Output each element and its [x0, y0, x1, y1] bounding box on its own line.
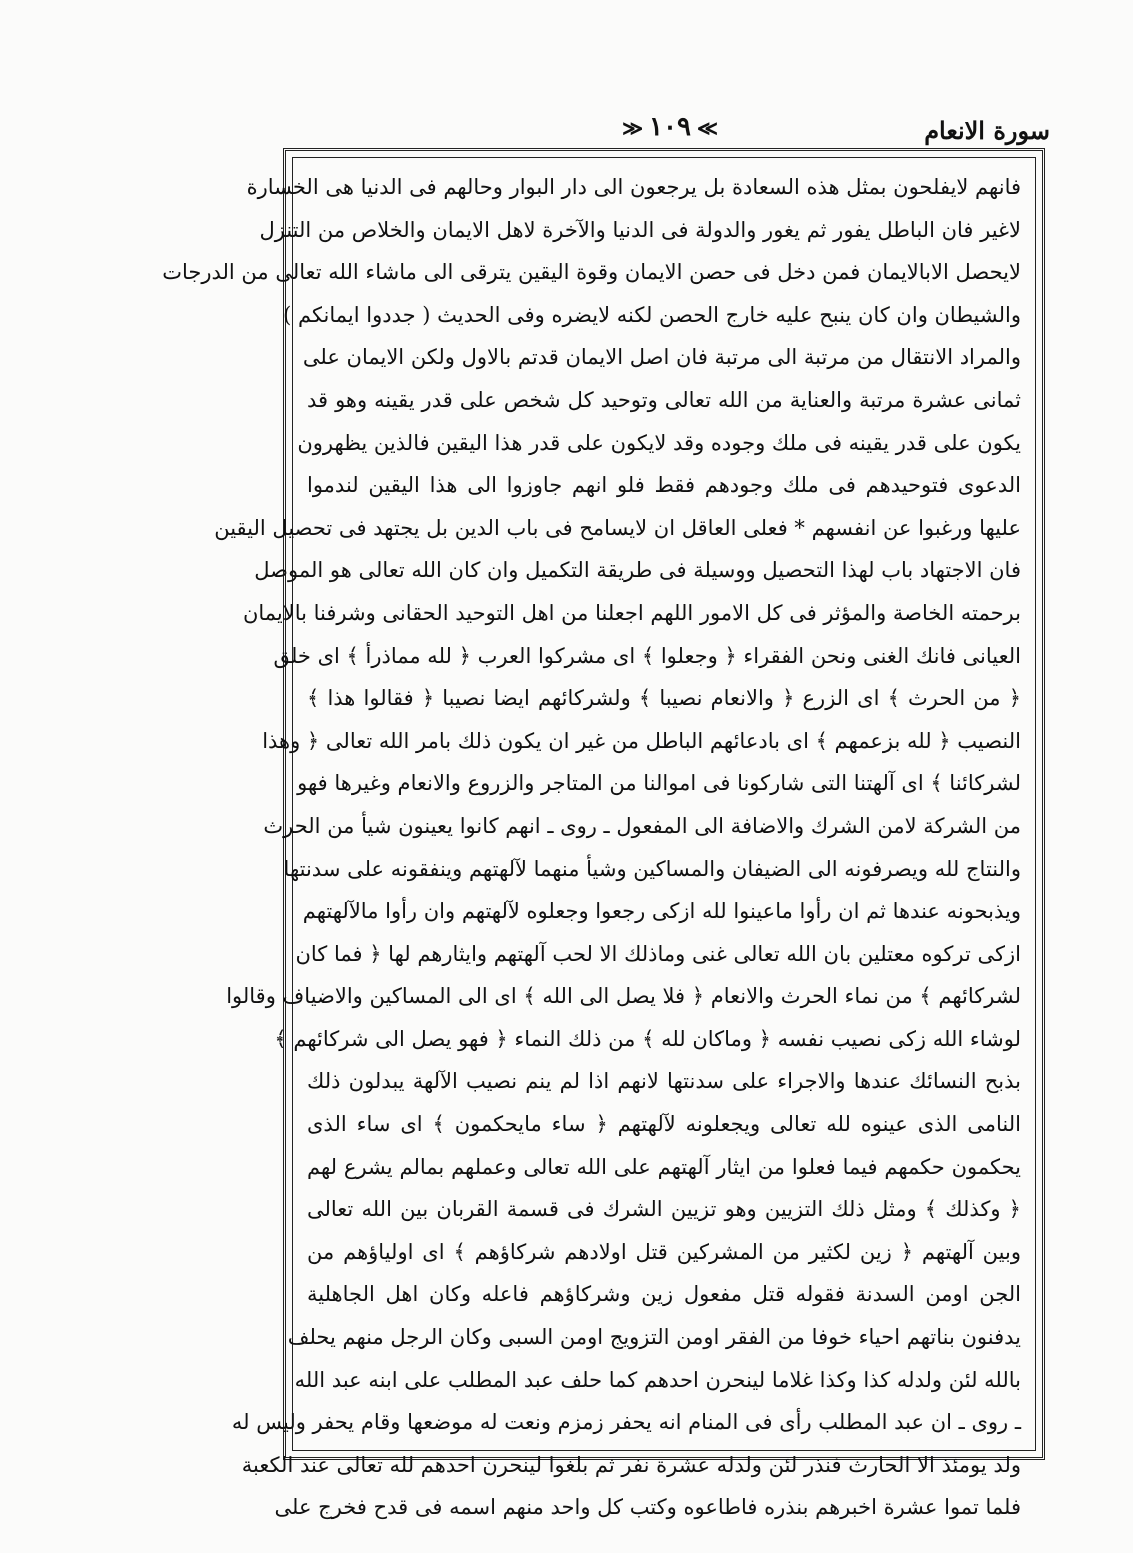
text-line: عليها ورغبوا عن انفسهم * فعلى العاقل ان لايسامح فى باب الدين بل يجتهد فى تحصيل اليقين — [214, 515, 1021, 540]
text-line: بذبح النسائك عندها والاجراء على سدنتها لانهم اذا لم ينم نصيب الآلهة يبدلون ذلك — [307, 1069, 1021, 1094]
text-line: العيانى فانك الغنى ونحن الفقراء ﴿ وجعلوا ﴾ اى مشركوا العرب ﴿ لله مماذرأ ﴾ اى خلق — [273, 643, 1021, 668]
text-line: لاغير فان الباطل يفور ثم يغور والدولة فى الدنيا والآخرة لاهل الايمان والخلاص من التنزل — [259, 217, 1021, 242]
text-line: ازكى تركوه معتلين بان الله تعالى غنى وماذلك الا لحب آلهتهم وايثارهم لها ﴿ فما كان — [295, 941, 1021, 966]
text-line: النصيب ﴿ لله بزعمهم ﴾ اى بادعائهم الباطل من غير ان يكون ذلك بامر الله تعالى ﴿ وهذا — [262, 728, 1021, 753]
text-line: برحمته الخاصة والمؤثر فى كل الامور اللهم اجعلنا من اهل التوحيد الحقانى وشرفنا بالايمان — [242, 600, 1021, 625]
text-line: النامى الذى عينوه لله تعالى ويجعلونه لآلهتهم ﴿ ساء مايحكمون ﴾ اى ساء الذى — [307, 1112, 1021, 1137]
text-line: يدفنون بناتهم احياء خوفا من الفقر اومن التزويج اومن السبى وكان الرجل منهم يحلف — [287, 1325, 1021, 1350]
text-line: فانهم لايفلحون بمثل هذه السعادة بل يرجعون الى دار البوار وحالهم فى الدنيا هى الخسارة — [246, 175, 1021, 199]
text-line: والنتاج لله ويصرفونه الى الضيفان والمساكين وشيأ منهما لآلهتهم وينفقونه على سدنتها — [283, 856, 1021, 881]
body-text — [162, 166, 1021, 1529]
text-line: الدعوى فتوحيدهم فى ملك وجودهم فقط فلو انهم جاوزوا الى هذا اليقين لندموا — [307, 473, 1021, 498]
text-line: ﴿ من الحرث ﴾ اى الزرع ﴿ والانعام نصيبا ﴾ ولشركائهم ايضا نصيبا ﴿ فقالوا هذا ﴾ — [307, 686, 1021, 711]
text-line: الجن اومن السدنة فقوله قتل مفعول زين وشركاؤهم فاعله وكان اهل الجاهلية — [307, 1282, 1021, 1307]
text-line: فان الاجتهاد باب لهذا التحصيل ووسيلة فى طريقة التكميل وان كان الله تعالى هو الموصل — [254, 558, 1021, 583]
text-line: لشركائهم ﴾ من نماء الحرث والانعام ﴿ فلا يصل الى الله ﴾ اى الى المساكين والاضياف وقالوا — [226, 984, 1021, 1009]
text-line: لوشاء الله زكى نصيب نفسه ﴿ وماكان لله ﴾ من ذلك النماء ﴿ فهو يصل الى شركائهم ﴾ — [274, 1026, 1021, 1051]
text-line: من الشركة لامن الشرك والاضافة الى المفعول ـ روى ـ انهم كانوا يعينون شيأ من الحرث — [263, 813, 1021, 838]
page-header — [290, 112, 1050, 148]
text-line: لايحصل الابالايمان فمن دخل فى حصن الايمان وقوة اليقين يترقى الى ماشاء الله تعالى من الدرجات — [162, 260, 1021, 285]
surah-title: سورة الانعام — [924, 116, 1050, 145]
text-frame-inner — [162, 157, 1036, 1520]
text-line: والشيطان وان كان ينبح عليه خارج الحصن لكنه لايضره وفى الحديث ( جددوا ايمانكم ) — [283, 302, 1021, 327]
text-line: وبين آلهتهم ﴿ زين لكثير من المشركين قتل اولادهم شركاؤهم ﴾ اى اولياؤهم من — [307, 1239, 1021, 1264]
text-line: بالله لئن ولدله كذا وكذا غلاما لينحرن احدهم كما حلف عبد المطلب على ابنه عبد الله — [294, 1367, 1021, 1392]
text-line: ثمانى عشرة مرتبة والعناية من الله تعالى وتوحيد كل شخص على قدر يقينه وهو قد — [307, 387, 1021, 412]
text-line: ﴿ وكذلك ﴾ ومثل ذلك التزيين وهو تزيين الشرك فى قسمة القربان بين الله تعالى — [307, 1197, 1021, 1222]
page-number-group — [616, 112, 724, 142]
text-line: فلما تموا عشرة اخبرهم بنذره فاطاعوه وكتب كل واحد منهم اسمه فى قدح فخرج على — [274, 1495, 1021, 1520]
text-line: ـ روى ـ ان عبد المطلب رأى فى المنام انه يحفر زمزم ونعت له موضعها وقام يحفر وليس له — [231, 1410, 1021, 1435]
text-line: ولد يومئذ الا الحارث فنذر لئن ولدله عشرة نفر ثم بلغوا لينحرن احدهم لله تعالى عند الكعبة — [241, 1452, 1021, 1477]
text-line: يحكمون حكمهم فيما فعلوا من ايثار آلهتهم على الله تعالى وعملهم بمالم يشرع لهم — [307, 1154, 1021, 1179]
text-line: لشركائنا ﴾ اى آلهتنا التى شاركونا فى اموالنا من المتاجر والزروع والانعام وغيرها فهو — [297, 771, 1021, 796]
text-line: يكون على قدر يقينه فى ملك وجوده وقد لايكون على قدر هذا اليقين فالذين يظهرون — [297, 430, 1021, 455]
text-line: ويذبحونه عندها ثم ان رأوا ماعينوا لله ازكى رجعوا وجعلوه لآلهتهم وان رأوا مالآلهتهم — [302, 899, 1021, 924]
text-frame — [162, 148, 1045, 1520]
ornament-left-icon: ≪ — [622, 116, 644, 140]
ornament-right-icon: ≫ — [696, 116, 718, 140]
page-number: ١٠٩ — [649, 112, 691, 142]
text-line: والمراد الانتقال من مرتبة الى مرتبة فان اصل الايمان قدتم بالاول ولكن الايمان على — [302, 345, 1021, 370]
